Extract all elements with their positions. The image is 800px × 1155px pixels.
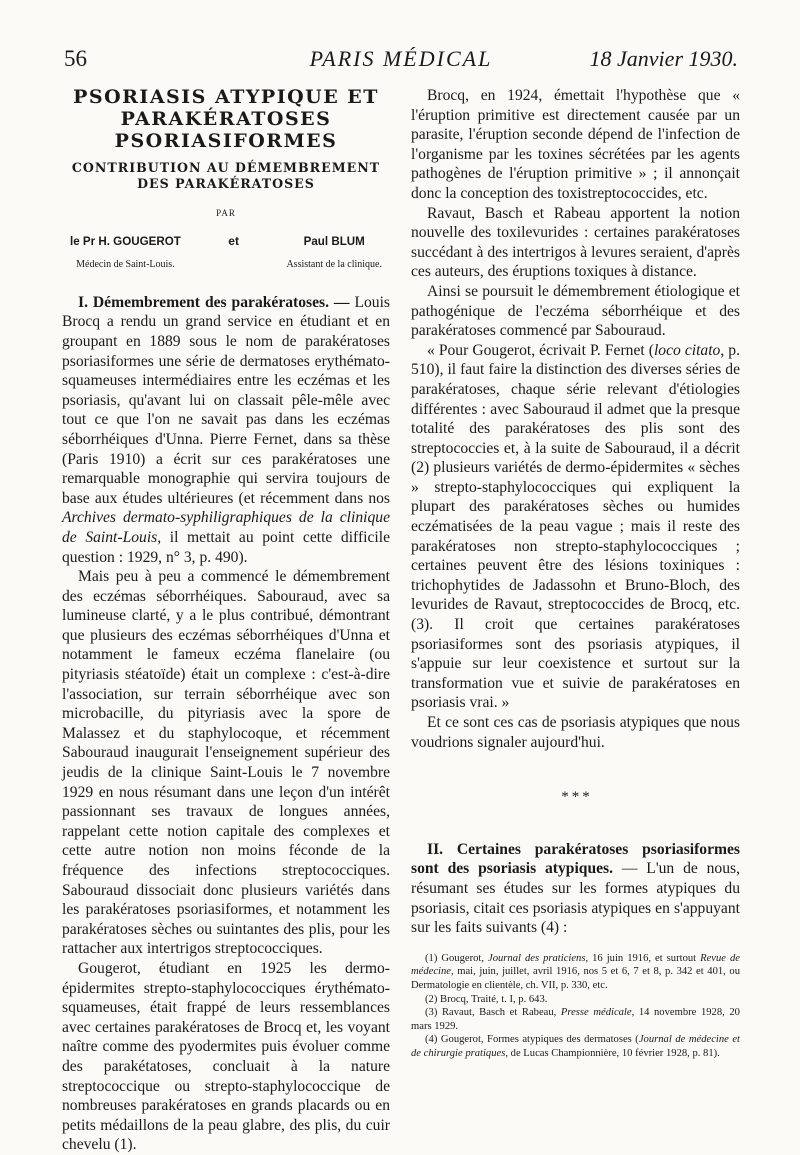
author-1-name: le Pr H. GOUGEROT bbox=[70, 234, 181, 248]
paragraph-1-text: Louis Brocq a rendu un grand service en étudiant et en groupant en 1889 sous le nom de parakératoses psoriasiformes une série de dermatoses erythémato-squameuses intermédiaires entre les eczémas et les psoriasis, qu'avant lui on classait pêle-mêle avec tout ce que l'on ne savait pas dans les eczémas séborrhéiques d'Unna. Pierre Fernet, dans sa thèse (Paris 1910) a écrit sur ces parakératoses une remarquable monographie qui servira toujours de base aux études ultérieures (et récemment dans nos bbox=[62, 293, 390, 507]
footnote-1-a: (1) Gougerot, bbox=[425, 952, 489, 964]
footnote-1-c: , mai, juin, juillet, avril 1916, nos 5 et 6, 7 et 8, p. 342 et 401, ou Dermatologie en clientèle, ch. VII, p. 330, etc. bbox=[411, 966, 740, 991]
footnote-3-journal: Presse médicale bbox=[560, 1007, 632, 1019]
loco-citato: loco citato bbox=[653, 341, 721, 359]
paragraph-1 bbox=[62, 293, 390, 567]
paragraph-2: Mais peu à peu a commencé le démembrement des eczémas séborrhéiques. Sabouraud, avec sa lumineuse clarté, y a le plus contribué, démontrant que plusieurs des eczémas séborrhéiques d'Unna et notamment le fameux eczéma flanelaire (ou pityriasis stéatoïde) était un complexe : c'est-à-dire l'association, sur terrain séborrhéique avec son microbacille, du pityriasis avec la spore de Malassez et du staphylocoque, et récemment Sabouraud inaugurait l'enseignement supérieur des jeudis de la clinique Saint-Louis le 7 novembre 1929 en nous résumant dans une leçon d'un intérêt passionnant ses travaux de longues années, rappelant cette notion capitale des complexes et cette autre notion non moins féconde de la fréquence des infections streptococciques. Sabouraud dissociait donc plusieurs variétés dans les parakératoses psoriasiformes, et notamment les parakératoses sèches ou suintantes des plis, pour les rattacher aux intertrigos streptococciques. bbox=[62, 568, 390, 958]
author-1 bbox=[70, 232, 181, 275]
author-2-role: Assistant de la clinique. bbox=[286, 259, 382, 271]
footnote-3-a: (3) Ravaut, Basch et Rabeau, bbox=[425, 1007, 561, 1019]
section-2-text: — L'un de nous, résumant ses études sur les formes atypiques du psoriasis, citait ces psoriasis atypiques en s'appuyant sur les faits suivants (4) : bbox=[411, 860, 740, 937]
author-2-name: Paul BLUM bbox=[303, 234, 365, 248]
author-conjunction: et bbox=[228, 233, 239, 248]
paragraph-4: Brocq, en 1924, émettait l'hypothèse que « l'éruption primitive est directement causée par un parasite, l'éruption seconde dépend de l'infection de l'organisme par les toxines sécrétées par les agents pathogènes de l'éruption primitive » ; il annonçait donc la conception des toxistreptococcides, etc. bbox=[411, 87, 740, 202]
footnote-2: (2) Brocq, Traité, t. I, p. 643. bbox=[425, 993, 548, 1005]
running-head bbox=[64, 46, 738, 76]
footnote-4-a: (4) Gougerot, Formes atypiques des dermatoses ( bbox=[425, 1034, 639, 1046]
journal-title: PARIS MÉDICAL bbox=[309, 46, 493, 71]
article-subtitle: CONTRIBUTION AU DÉMEMBREMENT DES PARAKÉRATOSES bbox=[71, 160, 381, 191]
section-2-paragraph bbox=[411, 840, 740, 938]
paragraph-6: Ainsi se poursuit le démembrement étiologique et pathogénique de l'eczéma séborrhéique et des parakératoses commencé par Sabouraud. bbox=[411, 282, 740, 340]
footnote-3-b: , 14 novembre 1928, 20 mars 1929. bbox=[411, 1007, 740, 1032]
issue-date: 18 Janvier 1930. bbox=[589, 46, 738, 71]
paragraph-5: Ravaut, Basch et Rabeau apportent la notion nouvelle des toxilevurides : certaines parakératoses succédant à des intertrigos à levures seraient, d'après ces auteurs, des éruptions toxiques à distance. bbox=[411, 204, 740, 281]
footnote-1-journal: Journal des praticiens bbox=[488, 952, 586, 964]
paragraph-7-end: , p. 510), il faut faire la distinction des diverses séries de parakératoses, chaque série relevant d'étiologies différentes : avec Sabouraud il admet que la presque totalité des parakératoses des plis sont des streptococcies et, à la suite de Sabouraud, il a décrit (2) plusieurs variétés de dermo-épidermites « sèches » strepto-staphylococciques qui expliquent la plupart des parakératoses sèches ou humides eczématisées de la peau vague ; mais il reste des parakératoses non strepto-staphylococciques ; certaines peuvent être des lésions toxiniques : trichophytides de Jadassohn et Bruno-Bloch, des levurides de Ravaut, streptococcides de Brocq, etc. (3). Il croit que certaines parakératoses psoriasiformes sont des psoriasis atypiques, il s'appuie sur leur coexistence et surtout sur la transformation vue et suivie de parakératoses en psoriasis vrai. » bbox=[411, 341, 740, 712]
author-1-role: Médecin de Saint-Louis. bbox=[76, 259, 175, 271]
paragraph-3: Gougerot, étudiant en 1925 les dermo-épidermites strepto-staphylococciques érythémato-squameuses, était frappé de leurs ressemblances avec certaines parakératoses de Brocq et, les voyant naître comme des pyodermites puis évoluer comme des parakétatoses, concluait à la nature streptococcique ou strepto-staphylococcique de nombreuses parakératoses en grands placards ou en petits médaillons de la peau glabre, des plis, du cuir chevelu (1). bbox=[62, 959, 390, 1154]
footnote-4 bbox=[411, 1033, 740, 1060]
authors bbox=[62, 232, 390, 275]
footnote-1 bbox=[411, 952, 740, 993]
paragraph-1-end: , il mettait au point cette difficile question : 1929, n° 3, p. 490). bbox=[62, 528, 390, 566]
footnotes bbox=[411, 952, 740, 1061]
footnote-4-b: , de Lucas Championnière, 10 février 1928, p. 81). bbox=[505, 1047, 720, 1059]
page-number: 56 bbox=[64, 46, 87, 71]
paragraph-7-start: « Pour Gougerot, écrivait P. Fernet ( bbox=[427, 341, 654, 359]
section-2-heading: II. Certaines parakératoses psoriasiformes sont des psoriasis atypiques. bbox=[411, 840, 740, 878]
right-column bbox=[411, 86, 740, 1061]
by-line: PAR bbox=[216, 208, 236, 218]
author-2 bbox=[286, 232, 382, 275]
footnote-4-journal: Journal de médecine et de chirurgie pratiques bbox=[411, 1034, 741, 1059]
journal-reference: Archives dermato-syphiligraphiques de la clinique de Saint-Louis bbox=[62, 509, 390, 546]
paragraph-7 bbox=[411, 341, 740, 713]
article-title: PSORIASIS ATYPIQUE ET PARAKÉRATOSES PSORIASIFORMES bbox=[73, 86, 379, 152]
footnote-1-b: , 16 juin 1916, et surtout bbox=[585, 952, 701, 964]
left-column bbox=[62, 86, 390, 1155]
footnote-1-revue: Revue de médecine bbox=[411, 952, 740, 978]
asterism: * * * bbox=[561, 789, 590, 806]
section-1-heading: I. Démembrement des parakératoses. — bbox=[78, 293, 350, 311]
footnote-3 bbox=[411, 1006, 740, 1033]
paragraph-8: Et ce sont ces cas de psoriasis atypiques que nous voudrions signaler aujourd'hui. bbox=[411, 714, 740, 751]
